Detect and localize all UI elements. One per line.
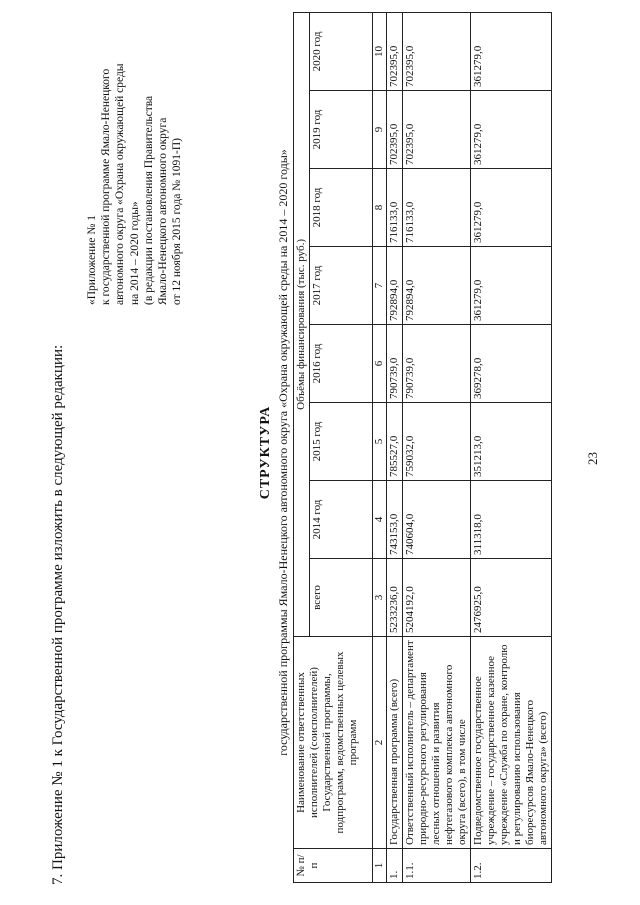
row-value: 702395,0: [387, 12, 403, 90]
row-value: 785527,0: [387, 403, 403, 481]
appendix-line: к государственной программе Ямало-Ненецкого: [100, 68, 113, 305]
table-header-row: [294, 12, 310, 882]
document-title: СТРУКТУРА: [258, 405, 273, 500]
year-header: 2018 год: [310, 169, 373, 247]
column-index: 1: [373, 849, 387, 883]
col-num-header: № п/п: [294, 849, 373, 883]
column-index: 5: [373, 403, 387, 481]
table-row: [403, 12, 471, 882]
row-number: 1.: [387, 849, 403, 883]
row-value: 361279,0: [471, 12, 552, 90]
row-value: 716133,0: [403, 169, 471, 247]
row-value: 702395,0: [387, 91, 403, 169]
col-name-header: Наименование ответственных исполнителей (соисполнителей) Государственной программы, подпрограмм, ведомственных целевых программ: [294, 637, 373, 849]
row-value: 361279,0: [471, 247, 552, 325]
row-value: 740604,0: [403, 481, 471, 559]
row-value: 792894,0: [403, 247, 471, 325]
row-value: 361279,0: [471, 91, 552, 169]
row-name: Ответственный исполнитель – департамент природно-ресурсного регулирования лесных отношений и развития нефтегазового комплекса автономного округа (всего), в том числе: [403, 637, 471, 849]
row-value: 792894,0: [387, 247, 403, 325]
year-header: 2015 год: [310, 403, 373, 481]
year-header: всего: [310, 559, 373, 637]
appendix-line: «Приложение № 1: [86, 215, 98, 305]
document-subtitle: государственной программы Ямало-Ненецкого автономного округа «Охрана окружающей среды на 2014 – 2020 годы»: [276, 149, 290, 756]
row-number: 1.1.: [403, 849, 471, 883]
appendix-line: (в редакции постановления Правительства: [142, 95, 155, 305]
structure-table: [293, 12, 552, 883]
table-row: [387, 12, 403, 882]
row-value: 716133,0: [387, 169, 403, 247]
row-name: Государственная программа (всего): [387, 637, 403, 849]
year-header: 2020 год: [310, 12, 373, 90]
row-number: 1.2.: [471, 849, 552, 883]
appendix-block: [85, 5, 184, 305]
column-index: 2: [373, 637, 387, 849]
row-value: 5233236,0: [387, 559, 403, 637]
row-value: 5204192,0: [403, 559, 471, 637]
appendix-line: от 12 ноября 2015 года № 1091-П): [171, 138, 184, 305]
column-index: 3: [373, 559, 387, 637]
row-value: 361279,0: [471, 169, 552, 247]
row-name: Подведомственное государственное учреждение – государственное казенное учреждение «Служба по охране, контролю и регулированию использования биоресурсов Ямало-Ненецкого автономного округа» (всего): [471, 637, 552, 849]
row-value: 790739,0: [403, 325, 471, 403]
column-index: 9: [373, 91, 387, 169]
row-value: 702395,0: [403, 12, 471, 90]
row-value: 759032,0: [403, 403, 471, 481]
column-index: 10: [373, 12, 387, 90]
row-value: 311318,0: [471, 481, 552, 559]
row-value: 351213,0: [471, 403, 552, 481]
year-header: 2014 год: [310, 481, 373, 559]
column-index: 6: [373, 325, 387, 403]
year-header: 2019 год: [310, 91, 373, 169]
page-number: 23: [585, 452, 600, 465]
funding-header: Объёмы финансирования (тыс. руб.): [294, 12, 310, 636]
row-value: 369278,0: [471, 325, 552, 403]
row-value: 2476925,0: [471, 559, 552, 637]
row-value: 743153,0: [387, 481, 403, 559]
table-row: [471, 12, 552, 882]
intro-line: 7. Приложение № 1 к Государственной программе изложить в следующей редакции:: [50, 344, 66, 885]
year-header: 2016 год: [310, 325, 373, 403]
column-index-row: [373, 12, 387, 882]
appendix-line: Ямало-Ненецкого автономного округа: [157, 117, 170, 305]
appendix-line: на 2014 – 2020 годы»: [128, 201, 141, 305]
column-index: 4: [373, 481, 387, 559]
column-index: 8: [373, 169, 387, 247]
appendix-line: автономного округа «Охрана окружающей среды: [114, 63, 127, 305]
row-value: 790739,0: [387, 325, 403, 403]
year-header: 2017 год: [310, 247, 373, 325]
row-value: 702395,0: [403, 91, 471, 169]
column-index: 7: [373, 247, 387, 325]
